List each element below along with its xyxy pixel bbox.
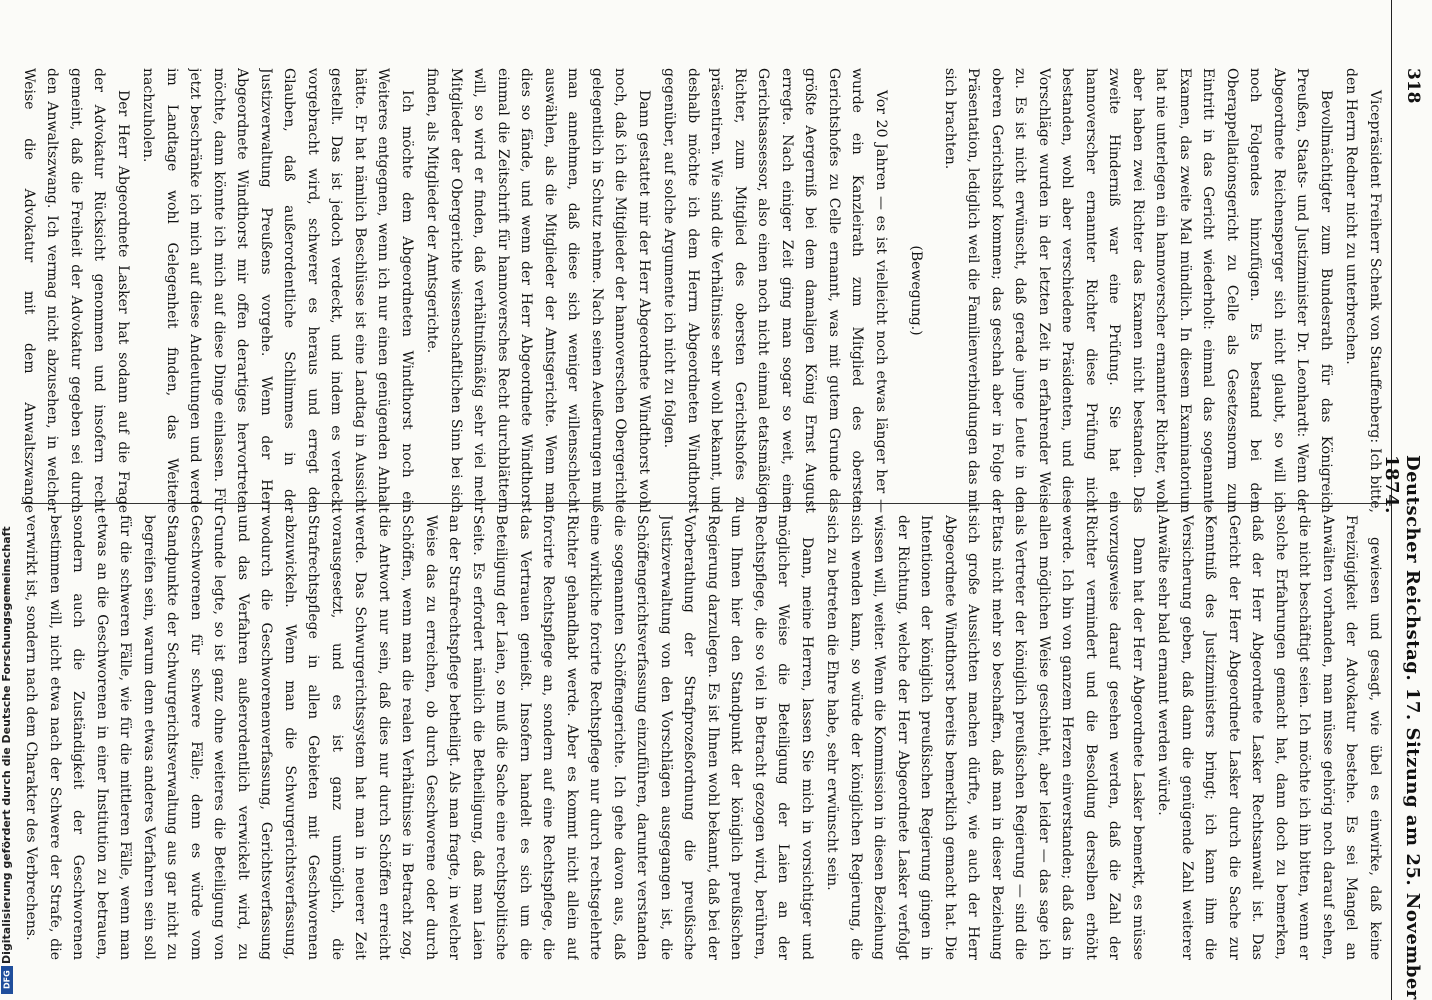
paragraph: gewiesen und gesagt, wie übel es einwirke, daß keine Freizügigkeit der Advokatur bestehe. Es sei Mangel an Anwälten vorhanden, man müsse gehörig noch darauf sehen, die nicht beschäftigt seien. Ich möchte ich ihn bitten, wenn er solche Erfahrungen gemacht hat, dann doch zu bemerken, daß der Herr Abgeordnete Lasker Rechtsanwalt ist. Das Gericht der Herr Abgeordnete Lasker durch die Sache zur Kenntniß des Justizministers bringt; ich kann ihm die Versicherung geben, daß dann die genügende Zahl weiterer Anwälte sehr bald ernannt werden würde. bbox=[1155, 515, 1383, 960]
footer-text: Digitalisierung gefördert durch die Deutsche Forschungsgemeinschaft bbox=[0, 526, 13, 964]
paragraph: Der Herr Abgeordnete Lasker hat sodann auf die Frage der Advokatur Rücksicht genommen und insofern recht gemeint, daß die Freiheit der Advokatur gegeben sei durch den Anwaltszwang. Ich vermag nicht abzusehen, in welcher Weise die Advokatur mit dem Anwaltszwange bbox=[21, 68, 131, 513]
paragraph: Dann gestattet mir der Herr Abgeordnete Windthorst wohl noch, daß ich die Mitglieder der hannoverschen Obergerichte gelegentlich in Schutz nehme. Nach seinen Aeußerungen muß man annehmen, daß diese sich weniger willensschlecht auswählen, als die Mitglieder der Amtsgerichte. Wenn man dies so fände, und wenn der Herr Abgeordnete Windthorst einmal die Zeitschrift für hannoversches Recht durchblättern will, so wird er finden, daß verhältnißmäßig sehr viel mehr Mitglieder der Obergerichte wissenschaftlichen Sinn bei sich finden, als Mitglieder der Amtsgerichte. bbox=[424, 68, 652, 513]
paragraph: Bevollmächtigter zum Bundesrath für das Königreich Preußen, Staats- und Justizminister Dr. Leonhardt: Wenn der Abgeordnete Reichensperger sich nicht glaubt, so will ich noch Folgendes hinzufügen. Es bestand bei dem Oberappellationsgericht zu Celle als Gesetzesnorm zum Eintritt in das Gericht wiederholt: einmal das sogenannte Examen, das zweite Mal mündlich. In diesem Examinatorium hat nie unterlegen ein hannoverscher ernannter Richter, wohl aber haben zwei Richter das Examen nicht bestanden. Das zweite Hinderniß war eine Prüfung. Sie hat ein hannoverscher ernannter Richter diese Prüfung nicht bestanden, wohl aber verschiedene Präsidenten, und diese Vorschläge wurden in der letzten Zeit in erfahrender Weise zu. Es ist nicht erwünscht, daß gerade junge Leute in den oberen Gerichtshof kommen; das geschah aber in Folge der Präsentation, lediglich weil die Familienverbindungen das mit sich brachten. bbox=[942, 68, 1334, 513]
paragraph: Vor 20 Jahren — es ist vielleicht noch etwas länger her — wurde ein Kanzleirath zum Mitglied des obersten Gerichtshofes zu Celle ernannt, was mit gutem Grunde das größte Aergerniß bei dem damaligen König Ernst August erregte. Nach einiger Zeit ging man sogar so weit, einen Gerichtsassessor, also einen noch nicht einmal etatsmäßigen Richter, zum Mitglied des obersten Gerichtshofes zu präsentiren. Wie sind die Verhältnisse sehr wohl bekannt, und deshalb möchte ich dem Herrn Abgeordneten Windthorst gegenüber, auf solche Argumente ich nicht zu folgen. bbox=[661, 68, 889, 513]
paragraph: Vicepräsident Freiherr Schenk von Stauffenberg: Ich bitte, den Herrn Redner nicht zu unterbrechen. bbox=[1343, 68, 1383, 513]
left-column bbox=[21, 68, 1386, 513]
digitization-footer bbox=[0, 0, 14, 1000]
paragraph: Dann hat der Herr Abgeordnete Lasker bemerkt, es müsse vorzugsweise darauf gesehen werden, daß die Zahl der Richter vermindert und die Besoldung derselben erhöht werde. Ich bin von ganzem Herzen einverstanden; daß das in allen möglichen Weise geschieht, aber leider — das sage ich als Vertreter der königlich preußischen Regierung — sind die Etats nicht mehr so beschaffen, daß man in dieser Beziehung sich große Aussichten machen dürfte, wie auch der Herr Abgeordnete Windthorst bereits bemerklich gemacht hat. Die Intentionen der königlich preußischen Regierung gingen in der Richtung, welche der Herr Abgeordnete Lasker verfolgt wissen will, weiter. Wenn die Kommission in diesen Beziehung sich wenden kann, so würde der königlichen Regierung, die sich zu betreten die Ehre habe, sehr erwünscht sein. bbox=[824, 515, 1146, 960]
page-header bbox=[1381, 0, 1432, 1000]
page-number: 318 bbox=[1403, 68, 1423, 104]
remark: (Bewegung.) bbox=[908, 245, 925, 336]
right-column bbox=[21, 515, 1386, 960]
paragraph: Ich möchte dem Abgeordneten Windthorst noch ein Weiteres entgegnen, wenn ich nur einen genügenden Anhalt hätte. Er hat nämlich Beschlüsse ist eine Landtag in Aussicht gestellt. Das ist jedoch verdeckt, und indem es verdeckt vorgebracht wird, schwerer es heraus und erregt den Glauben, daß außerordentliche Schlimmes in der Justizverwaltung Preußens vorgehe. Wenn der Herr Abgeordnete Windthorst mir offen derartiges hervortreten möchte, dann könnte ich mich auf diese Dinge einlassen. Für jetzt beschränke ich mich auf diese Andeutungen und werde im Landtage wohl Gelegenheit finden, das Weitere nachzuholen. bbox=[140, 68, 415, 513]
running-title: Deutscher Reichstag. 17. Sitzung am 25. November 1874. bbox=[1381, 455, 1423, 1000]
paragraph: Dann, meine Herren, lassen Sie mich in vorsichtiger und möglicher Weise die Beteiligung der Laien an der Rechtspflege, die so viel in Betracht gezogen wird, berühren, um Ihnen hier den Standpunkt der königlich preußischen Regierung darzulegen. Es ist Ihnen wohl bekannt, daß bei der Vorberathung der Strafprozeßordnung die preußische Justizverwaltung von den Vorschlägen ausgegangen ist, die Schöffengerichtsverfassung einzuführen, darunter verstanden die sogenannten Schöffengerichte. Ich gehe davon aus, daß eine wirkliche forcirte Rechtspflege nur durch rechtsgelehrte Richter gehandhabt werde. Aber es kommt nicht allein auf forcirte Rechtspflege an, sondern auf eine Rechtspflege, die das Vertrauen genießt. Insofern handelt es sich um die Beteiligung der Laien, so muß die Sache eine rechtspolitische Seite. Es erfordert nämlich die Betheiligung, daß man Laien an der Strafrechtspflege betheiligt. Als man fragte, in welcher Weise das zu erreichen, ob durch Geschworene oder durch Schöffen, wenn man die realen Verhältnisse in Betracht zog, die Antwort nur sein, daß dies nur durch Schöffen erreicht werde. Das Schwurgerichtssystem hat man in neuerer Zeit vorausgesetzt, und es ist ganz unmöglich, die Strafrechtspflege in allen Gebieten mit Geschworenen abzuwickeln. Wenn man die Schwurgerichtsverfassung, wodurch die Geschworenenverfassung, Gerichtsverfassung und das Verfahren außerordentlich verwickelt wird, zu Grunde legte, so ist ganz ohne weiteres die Beteiligung von Geschworenen für schwere Fälle; denn es würde vom Standpunkte der Schwurgerichtsverwaltung aus gar nicht zu begreifen sein, warum denn etwas anderes Verfahren sein soll für die schweren Fälle, wie für die mittleren Fälle, wenn man etwas an die Geschworenen in einer Institution zu betrauen, sondern auch die Zuständigkeit der Geschworenen bestimmen will, nicht etwa nach der Schwere der Strafe, die verwirkt ist, sondern nach dem Charakter des Verbrechens. bbox=[23, 515, 815, 960]
dfg-logo: DFG bbox=[1, 966, 13, 994]
column-rule bbox=[21, 503, 1386, 504]
